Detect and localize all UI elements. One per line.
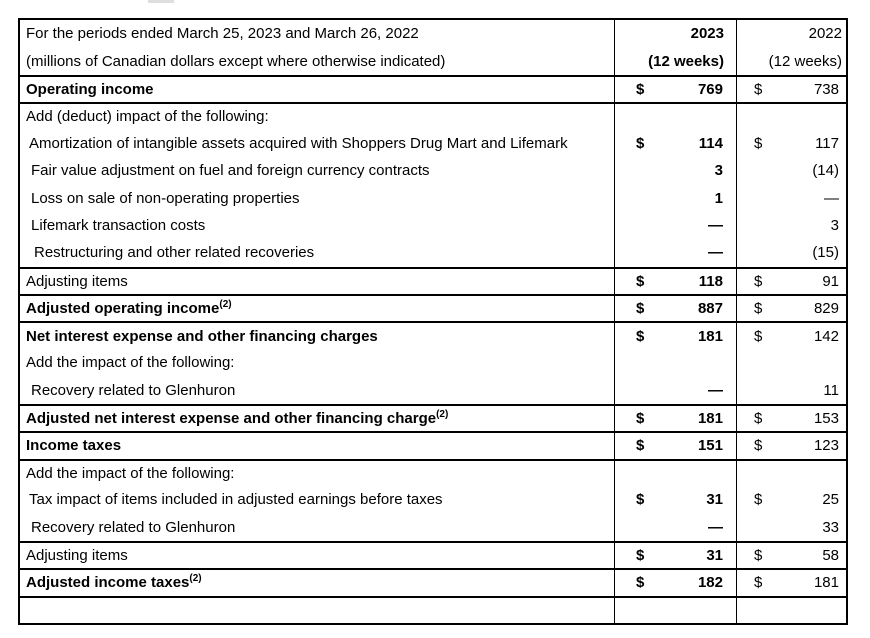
currency-symbol-2023: $: [636, 546, 645, 564]
amount-2022: 738: [813, 81, 839, 99]
amount-2023: 114: [698, 134, 723, 152]
row-label-cell: [20, 596, 614, 623]
row-label-cell: [20, 184, 614, 211]
value-cell-2023: [614, 294, 736, 321]
amount-2023: 182: [697, 574, 723, 592]
row-label-text: Income taxes: [26, 437, 122, 455]
value-cell-2022: [736, 459, 846, 486]
amount-2022: 123: [813, 437, 839, 455]
value-cell-2022: [736, 431, 846, 458]
column-header-2022-year: 2022: [736, 20, 846, 47]
currency-symbol-2023: $: [636, 327, 645, 345]
cropped-content-artifact: [148, 0, 174, 3]
value-cell-2022: [736, 513, 846, 540]
row-label-text: Recovery related to Glenhuron: [31, 518, 236, 536]
row-label-text: Recovery related to Glenhuron: [31, 381, 236, 399]
earnings-adjustments-table: [18, 18, 848, 625]
amount-2023: 181: [697, 327, 723, 345]
row-label-text: Restructuring and other related recoveries: [34, 244, 315, 262]
row-label-cell: [20, 404, 614, 431]
value-cell-2023: [614, 212, 736, 239]
value-cell-2023: [614, 459, 736, 486]
value-cell-2022: [736, 596, 846, 623]
row-label-cell: [20, 130, 614, 157]
amount-2023: —: [708, 217, 723, 235]
currency-symbol-2022: $: [754, 327, 763, 345]
amount-2022: 117: [815, 134, 839, 152]
row-label-text: Net interest expense and other financing charges: [26, 327, 378, 345]
amount-2023: 151: [697, 437, 723, 455]
amount-2023: 31: [706, 546, 723, 564]
amount-2022: 33: [822, 518, 839, 536]
amount-2022: (15): [812, 244, 839, 262]
currency-symbol-2022: $: [754, 272, 763, 290]
row-label-text: Lifemark transaction costs: [31, 217, 206, 235]
value-cell-2023: [614, 431, 736, 458]
amount-2023: —: [708, 518, 723, 536]
currency-symbol-2023: $: [636, 491, 645, 509]
currency-symbol-2023: $: [636, 272, 645, 290]
column-header-2022-period: (12 weeks): [736, 47, 846, 74]
amount-2022: 91: [822, 272, 839, 290]
value-cell-2023: [614, 321, 736, 348]
currency-symbol-2022: $: [754, 409, 763, 427]
amount-2023: —: [708, 244, 723, 262]
currency-symbol-2023: $: [636, 574, 645, 592]
column-header-2023-period: (12 weeks): [614, 47, 736, 74]
amount-2022: 11: [823, 381, 839, 399]
table-caption-units: (millions of Canadian dollars except where otherwise indicated): [26, 52, 446, 70]
footnote-reference: (2): [189, 573, 202, 585]
row-label-cell: [20, 431, 614, 458]
value-cell-2022: [736, 568, 846, 595]
row-label-cell: [20, 459, 614, 486]
row-label-cell: [20, 294, 614, 321]
value-cell-2023: [614, 349, 736, 376]
amount-2022: 181: [813, 574, 839, 592]
amount-2022: 829: [813, 300, 839, 318]
currency-symbol-2022: $: [754, 81, 763, 99]
row-label-cell: [20, 376, 614, 403]
value-cell-2022: [736, 404, 846, 431]
currency-symbol-2023: $: [636, 81, 645, 99]
value-cell-2023: [614, 157, 736, 184]
value-cell-2023: [614, 513, 736, 540]
value-cell-2022: [736, 294, 846, 321]
currency-symbol-2022: $: [754, 134, 763, 152]
amount-2022: —: [824, 189, 839, 207]
value-cell-2023: [614, 541, 736, 568]
value-cell-2022: [736, 102, 846, 129]
amount-2022: 142: [813, 327, 839, 345]
row-label-text: Fair value adjustment on fuel and foreign currency contracts: [31, 162, 430, 180]
row-label-text: Adjusting items: [26, 546, 128, 564]
row-label-cell: [20, 486, 614, 513]
value-cell-2022: [736, 157, 846, 184]
amount-2022: 58: [822, 546, 839, 564]
row-label-cell: [20, 239, 614, 266]
amount-2022: 25: [822, 491, 839, 509]
currency-symbol-2022: $: [754, 546, 763, 564]
value-cell-2022: [736, 212, 846, 239]
currency-symbol-2023: $: [636, 409, 645, 427]
amount-2022: 3: [830, 217, 839, 235]
row-label-text: Add the impact of the following:: [26, 354, 235, 372]
row-label-cell: [20, 349, 614, 376]
currency-symbol-2023: $: [636, 437, 645, 455]
row-label-text: Add (deduct) impact of the following:: [26, 108, 269, 126]
value-cell-2023: [614, 486, 736, 513]
currency-symbol-2022: $: [754, 491, 763, 509]
amount-2023: 3: [714, 162, 723, 180]
value-cell-2022: [736, 239, 846, 266]
row-label-cell: [20, 568, 614, 595]
row-label-text: Amortization of intangible assets acquired with Shoppers Drug Mart and Lifemark: [29, 134, 568, 152]
row-label-text: Loss on sale of non-operating properties: [31, 189, 300, 207]
value-cell-2023: [614, 568, 736, 595]
currency-symbol-2022: $: [754, 574, 763, 592]
amount-2023: 31: [706, 491, 723, 509]
row-label-cell: [20, 157, 614, 184]
value-cell-2023: [614, 184, 736, 211]
row-label-cell: [20, 513, 614, 540]
currency-symbol-2023: $: [636, 134, 645, 152]
footnote-reference: (2): [436, 408, 449, 420]
row-label-text: Operating income: [26, 81, 154, 99]
row-label-cell: [20, 541, 614, 568]
amount-2023: 769: [697, 81, 723, 99]
value-cell-2022: [736, 130, 846, 157]
value-cell-2022: [736, 486, 846, 513]
column-header-2023-year: 2023: [614, 20, 736, 47]
row-label-cell: [20, 75, 614, 102]
currency-symbol-2022: $: [754, 437, 763, 455]
value-cell-2023: [614, 376, 736, 403]
row-label-cell: [20, 102, 614, 129]
value-cell-2022: [736, 349, 846, 376]
row-label-cell: [20, 212, 614, 239]
row-label-cell: [20, 267, 614, 294]
value-cell-2022: [736, 541, 846, 568]
value-cell-2022: [736, 184, 846, 211]
amount-2023: 118: [698, 272, 723, 290]
row-label-text: Adjusting items: [26, 272, 128, 290]
value-cell-2023: [614, 75, 736, 102]
value-cell-2022: [736, 321, 846, 348]
value-cell-2023: [614, 596, 736, 623]
value-cell-2023: [614, 130, 736, 157]
amount-2022: (14): [812, 162, 839, 180]
value-cell-2022: [736, 376, 846, 403]
amount-2022: 153: [813, 409, 839, 427]
currency-symbol-2022: $: [754, 300, 763, 318]
row-label-text: Adjusted income taxes: [26, 574, 190, 592]
value-cell-2023: [614, 404, 736, 431]
value-cell-2022: [736, 75, 846, 102]
row-label-text: Adjusted net interest expense and other financing charge: [26, 409, 437, 427]
row-label-text: Tax impact of items included in adjusted earnings before taxes: [29, 491, 443, 509]
amount-2023: 1: [714, 189, 723, 207]
row-label-text: Add the impact of the following:: [26, 464, 235, 482]
footnote-reference: (2): [219, 299, 232, 311]
table-caption-periods: For the periods ended March 25, 2023 and March 26, 2022: [26, 25, 419, 43]
value-cell-2023: [614, 239, 736, 266]
value-cell-2023: [614, 267, 736, 294]
row-label-cell: [20, 321, 614, 348]
amount-2023: —: [708, 381, 723, 399]
row-label-text: Adjusted operating income: [26, 300, 220, 318]
amount-2023: 887: [697, 300, 723, 318]
value-cell-2023: [614, 102, 736, 129]
value-cell-2022: [736, 267, 846, 294]
amount-2023: 181: [697, 409, 723, 427]
currency-symbol-2023: $: [636, 300, 645, 318]
